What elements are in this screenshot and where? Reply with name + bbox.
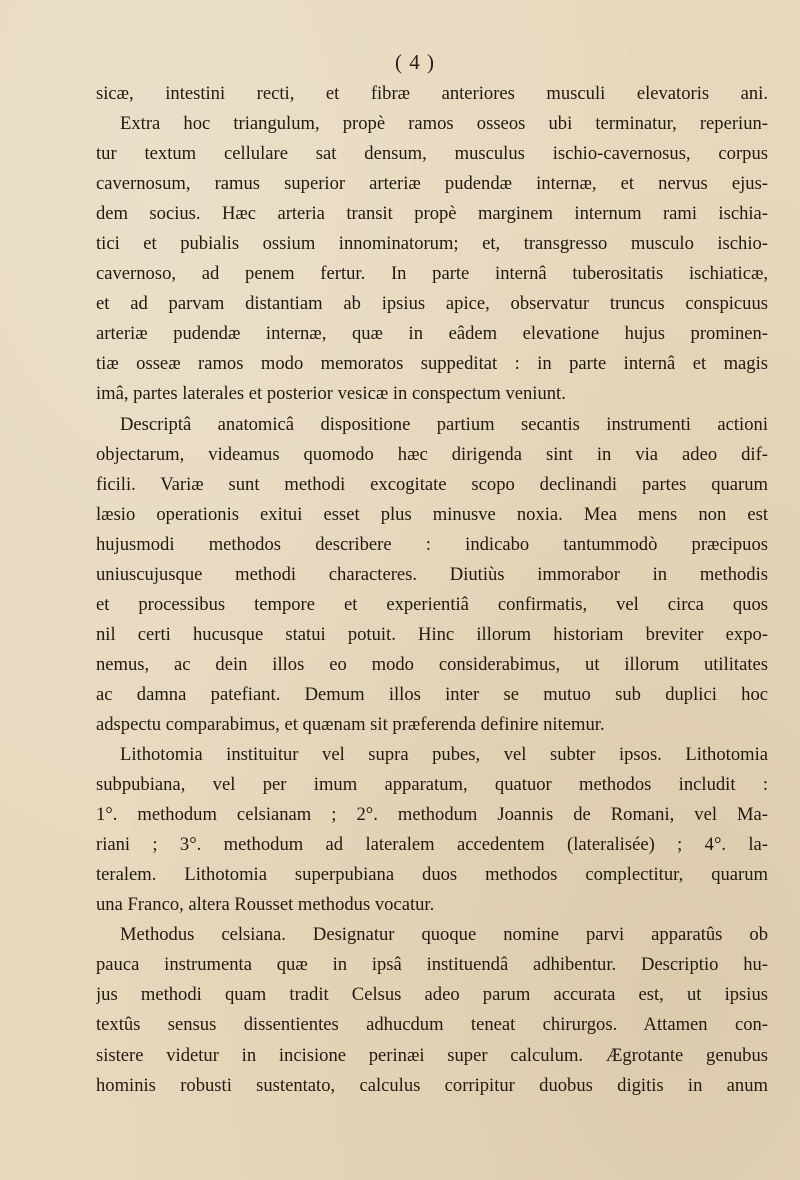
text-line: hujusmodi methodos describere : indicabo tantummodò præcipuos bbox=[96, 533, 768, 555]
text-line: tici et pubialis ossium innominatorum; et, transgresso musculo ischio- bbox=[96, 233, 768, 255]
text-line: sistere videtur in incisione perinæi super calculum. Ægrotante genubus bbox=[96, 1044, 768, 1066]
text-line: tiæ osseæ ramos modo memoratos suppeditat : in parte internâ et magis bbox=[96, 353, 768, 375]
text-line: læsio operationis exitui esset plus minusve noxia. Mea mens non est bbox=[96, 503, 768, 525]
text-line: objectarum, videamus quomodo hæc dirigenda sint in via adeo dif- bbox=[96, 443, 768, 465]
text-line: arteriæ pudendæ internæ, quæ in eâdem elevatione hujus prominen- bbox=[96, 323, 768, 345]
text-line: imâ, partes laterales et posterior vesicæ in conspectum veniunt. bbox=[96, 383, 566, 405]
text-line: et processibus tempore et experientiâ confirmatis, vel circa quos bbox=[96, 593, 768, 615]
text-line: riani ; 3°. methodum ad lateralem accedentem (lateralisée) ; 4°. la- bbox=[96, 834, 768, 856]
text-line: adspectu comparabimus, et quænam sit præferenda definire nitemur. bbox=[96, 713, 605, 735]
text-line: dem socius. Hæc arteria transit propè marginem internum rami ischia- bbox=[96, 203, 768, 225]
text-line: subpubiana, vel per imum apparatum, quatuor methodos includit : bbox=[96, 774, 768, 796]
text-line: jus methodi quam tradit Celsus adeo parum accurata est, ut ipsius bbox=[96, 984, 768, 1006]
text-line: una Franco, altera Rousset methodus vocatur. bbox=[96, 894, 435, 916]
body-text bbox=[96, 79, 768, 1101]
text-line: uniuscujusque methodi characteres. Diutiùs immorabor in methodis bbox=[96, 563, 768, 585]
text-line: textûs sensus dissentientes adhucdum teneat chirurgos. Attamen con- bbox=[96, 1014, 768, 1036]
text-line: Descriptâ anatomicâ dispositione partium secantis instrumenti actioni bbox=[120, 413, 768, 435]
text-line: teralem. Lithotomia superpubiana duos methodos complectitur, quarum bbox=[96, 864, 768, 886]
text-line: ficili. Variæ sunt methodi excogitate scopo declinandi partes quarum bbox=[96, 473, 768, 495]
text-line: cavernoso, ad penem fertur. In parte internâ tuberositatis ischiaticæ, bbox=[96, 263, 768, 285]
text-line: Extra hoc triangulum, propè ramos osseos ubi terminatur, reperiun- bbox=[120, 113, 768, 135]
text-line: 1°. methodum celsianam ; 2°. methodum Joannis de Romani, vel Ma- bbox=[96, 804, 768, 826]
text-line: Methodus celsiana. Designatur quoque nomine parvi apparatûs ob bbox=[120, 924, 768, 946]
text-line: Lithotomia instituitur vel supra pubes, vel subter ipsos. Lithotomia bbox=[120, 744, 768, 766]
text-line: nil certi hucusque statui potuit. Hinc illorum historiam breviter expo- bbox=[96, 623, 768, 645]
text-line: tur textum cellulare sat densum, musculus ischio-cavernosus, corpus bbox=[96, 143, 768, 165]
page-number: ( 4 ) bbox=[395, 50, 435, 74]
text-line: nemus, ac dein illos eo modo considerabimus, ut illorum utilitates bbox=[96, 653, 768, 675]
text-line: pauca instrumenta quæ in ipsâ instituendâ adhibentur. Descriptio hu- bbox=[96, 954, 768, 976]
text-line: ac damna patefiant. Demum illos inter se mutuo sub duplici hoc bbox=[96, 683, 768, 705]
text-line: et ad parvam distantiam ab ipsius apice, observatur truncus conspicuus bbox=[96, 293, 768, 315]
text-line: hominis robusti sustentato, calculus corripitur duobus digitis in anum bbox=[96, 1074, 768, 1096]
text-line: sicæ, intestini recti, et fibræ anteriores musculi elevatoris ani. bbox=[96, 83, 768, 104]
text-line: cavernosum, ramus superior arteriæ pudendæ internæ, et nervus ejus- bbox=[96, 173, 768, 195]
